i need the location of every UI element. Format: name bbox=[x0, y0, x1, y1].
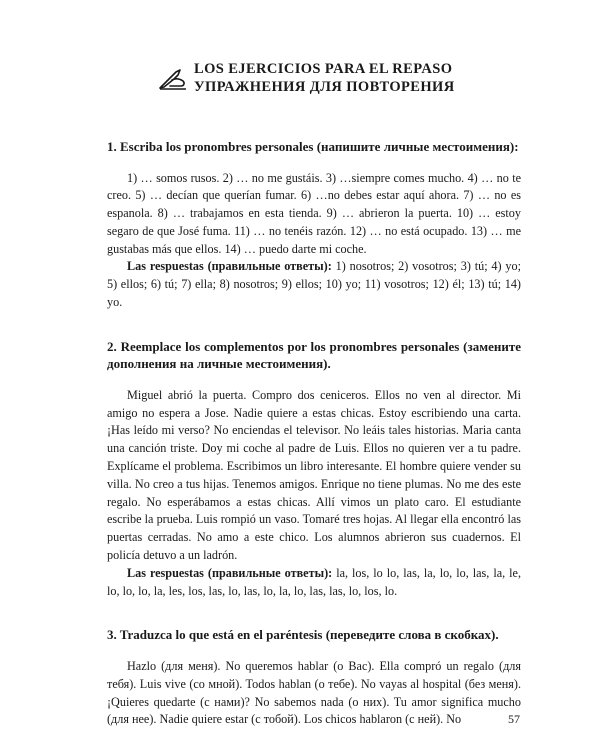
answers-text: 1) nosotros; 2) vosotros; 3) tú; 4) yo; 5) ellos; 6) tú; 7) ella; 8) nosotros; 9) ellos; 10) yo; 11) vosotros; 12) él; 13) tú; 14) yo. bbox=[107, 259, 522, 310]
exercise-3-body: Hazlo (для меня). No queremos hablar (о Вас). Ella compró un regalo (для тебя). Luis vive (со мной). Todos hablan (о тебе). No vayas al hospital (без меня). ¡Quieres quedarte (с нами)? No sabemos nada (о них). Tu amor significa mucho (для нее). Nadie quiere estar (с тобой). Los chicos hablaron (с ней). No bbox=[107, 658, 521, 727]
writing-hand-icon bbox=[158, 68, 188, 90]
exercise-1-heading: 1. Escriba los pronombres personales (напишите личные местоимения): bbox=[107, 139, 519, 154]
exercises-header bbox=[158, 60, 488, 96]
answers-label: Las respuestas (правильные ответы): bbox=[127, 259, 332, 274]
exercise-1-body: 1) … somos rusos. 2) … no me gustáis. 3) …siempre comes mucho. 4) … no te creo. 5) … decían que querían fumar. 6) …no debes estar aquí ahora. 7) … no es espanola. 8) … trabajamos en esta tienda. 9) … abrieron la puerta. 10) … estoy segaro de que José fuma. 11) … no tenéis razón. 12) … no está ocupado. 13) … me gustabas más que ellos. 14) … puedo darte mi coche. bbox=[107, 170, 521, 256]
answers-text: la, los, lo lo, las, la, lo, lo, las, la, le, lo, lo, lo, la, les, los, las, lo, las, lo, la, lo, las, las, lo, los, lo. bbox=[107, 565, 521, 598]
exercise-2-body: Miguel abrió la puerta. Compro dos ceniceros. Ellos no ven al director. Mi amigo no espera a Jose. Nadie quiere a estas chicas. Estoy escribiendo una carta. ¡Has leído mi verso? No enciendas el televisor. No leáis tales historias. Maria canta una canción triste. Doy mi coche al padre de Luis. Ellos no quieren ver a tu padre. Explícame el problema. Escribimos un libro interesante. El hombre quiere vender su villa. No creo a tus hijas. Tenemos amigos. Enrique no tiene plumas. No me des este regalo. No esperábamos a estas chicas. Allí vimos un plato caro. El estudiante escribe la prueba. Luis rompió un vaso. Tomaré tres hojas. Al llegar ella encontró las puertas cerradas. No amo a este chico. Los alumnos abrieron sus cuadernos. El policía detuvo a un ladrón. bbox=[107, 387, 521, 563]
exercise-2-heading: 2. Reemplace los complementos por los pronombres personales (замените дополнения на личные местоимения). bbox=[107, 338, 521, 372]
exercise-2-answers bbox=[107, 565, 521, 601]
header-title-spanish: LOS EJERCICIOS PARA EL REPASO bbox=[194, 61, 453, 77]
exercise-1-answers bbox=[107, 258, 521, 311]
page-number: 57 bbox=[508, 712, 520, 726]
header-title-russian: УПРАЖНЕНИЯ ДЛЯ ПОВТОРЕНИЯ bbox=[194, 79, 455, 95]
answers-label: Las respuestas (правильные ответы): bbox=[127, 565, 333, 580]
exercises-content bbox=[107, 138, 521, 729]
exercise-3-heading: 3. Traduzca lo que está en el paréntesis (переведите слова в скобках). bbox=[107, 627, 499, 643]
